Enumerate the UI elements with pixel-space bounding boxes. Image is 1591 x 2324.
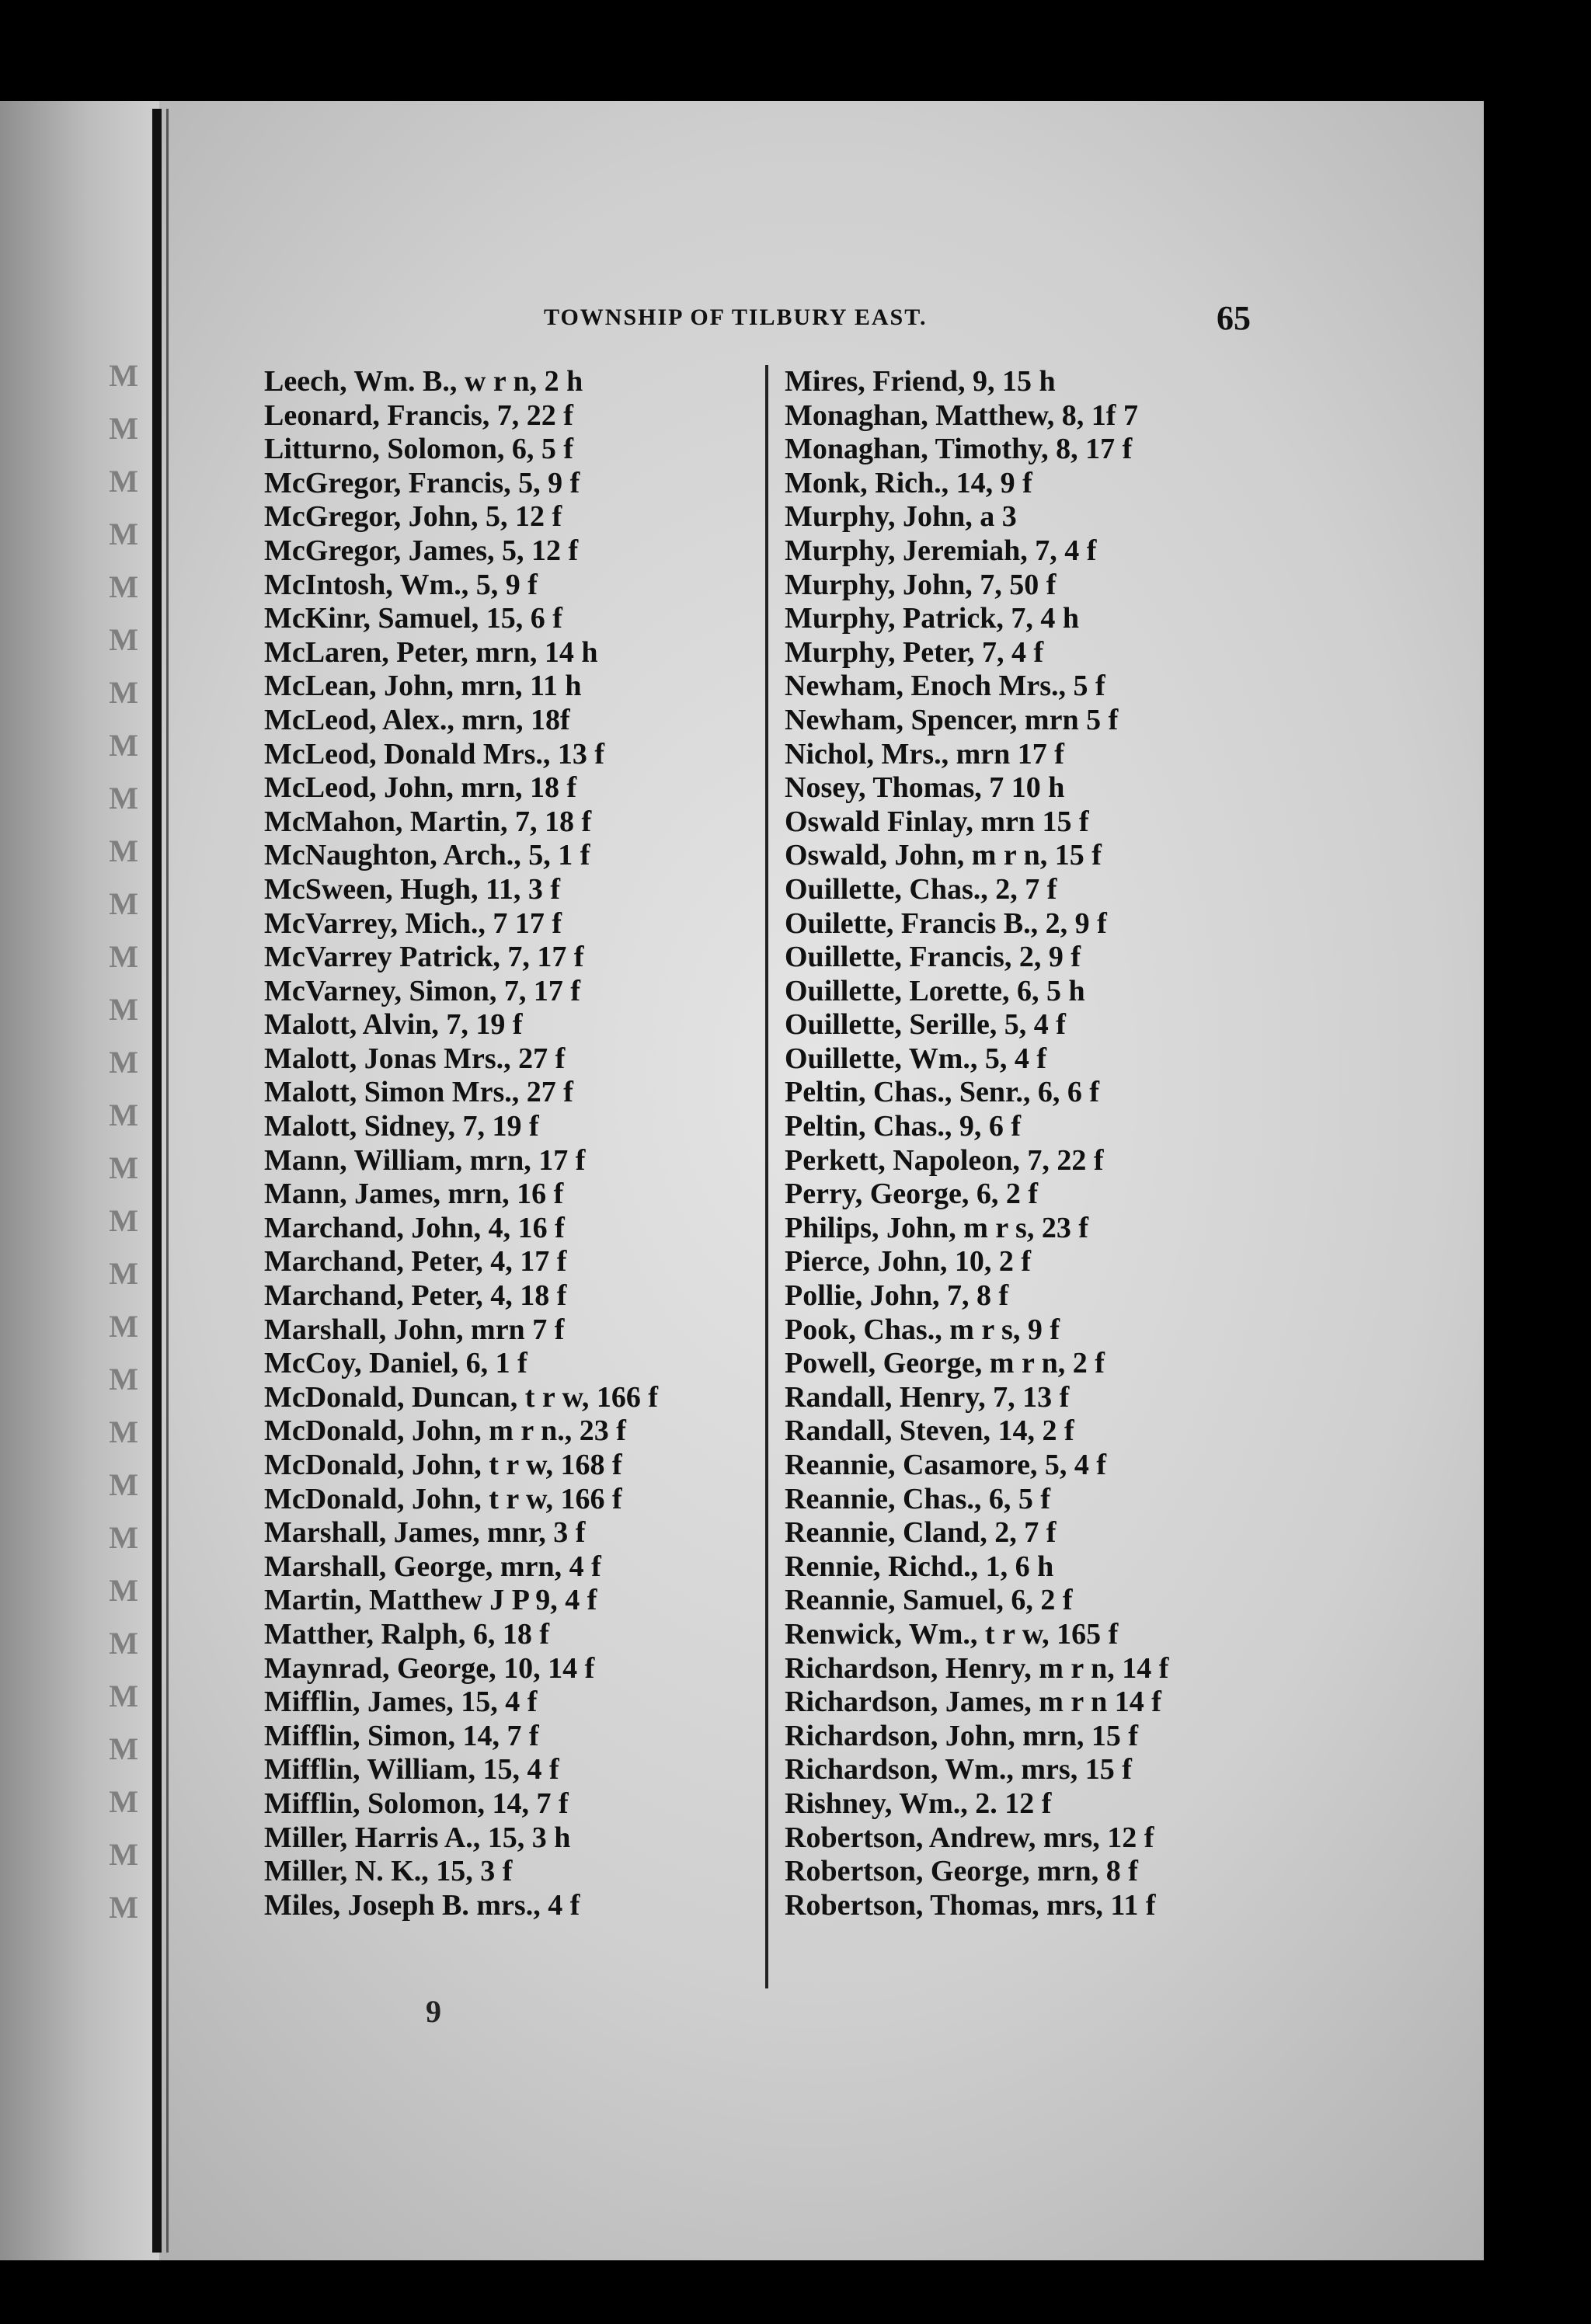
directory-entry: McCoy, Daniel, 6, 1 f [264, 1347, 527, 1380]
directory-entry: McLaren, Peter, mrn, 14 h [264, 635, 598, 669]
directory-entry: McGregor, James, 5, 12 f [264, 534, 579, 567]
directory-entry: Marshall, James, mnr, 3 f [264, 1516, 586, 1550]
bleed-letter: M [109, 939, 138, 974]
bleed-letter: M [109, 411, 138, 446]
directory-entry: Powell, George, m r n, 2 f [785, 1347, 1105, 1380]
directory-entry: Malott, Alvin, 7, 19 f [264, 1008, 523, 1042]
bleed-letter: M [109, 1362, 138, 1397]
directory-entry: McLeod, John, mrn, 18 f [264, 771, 577, 805]
directory-entry: Renwick, Wm., t r w, 165 f [785, 1617, 1119, 1651]
directory-entry: Miles, Joseph B. mrs., 4 f [264, 1888, 580, 1922]
directory-entry: Ouilette, Francis B., 2, 9 f [785, 906, 1107, 940]
directory-entry: Richardson, James, m r n 14 f [785, 1686, 1161, 1719]
directory-entry: Miller, N. K., 15, 3 f [264, 1855, 513, 1888]
directory-entry: Murphy, John, a 3 [785, 500, 1017, 534]
directory-entry: Marchand, John, 4, 16 f [264, 1211, 565, 1244]
directory-entry: McDonald, Duncan, t r w, 166 f [264, 1380, 659, 1414]
directory-entry: McVarrey, Mich., 7 17 f [264, 906, 562, 940]
bleed-letter: M [109, 358, 138, 393]
bleed-letter: M [109, 1626, 138, 1661]
running-head: TOWNSHIP OF TILBURY EAST. [544, 304, 928, 330]
directory-entry: Ouillette, Francis, 2, 9 f [785, 941, 1081, 974]
directory-entry: Malott, Sidney, 7, 19 f [264, 1110, 539, 1143]
directory-entry: Mifflin, William, 15, 4 f [264, 1753, 559, 1786]
directory-entry: Marchand, Peter, 4, 18 f [264, 1279, 567, 1313]
bleed-letter: M [109, 1467, 138, 1502]
directory-entry: Leonard, Francis, 7, 22 f [264, 398, 573, 432]
directory-entry: Ouillette, Serille, 5, 4 f [785, 1008, 1066, 1042]
directory-entry: McDonald, John, m r n., 23 f [264, 1414, 626, 1448]
directory-entry: Mann, James, mrn, 16 f [264, 1178, 564, 1211]
signature-mark: 9 [426, 1994, 441, 2029]
directory-entry: Murphy, Jeremiah, 7, 4 f [785, 534, 1097, 567]
directory-entry: Maynrad, George, 10, 14 f [264, 1651, 595, 1685]
directory-entry: McLeod, Donald Mrs., 13 f [264, 737, 605, 771]
bleed-letter: M [109, 517, 138, 551]
directory-entry: McGregor, Francis, 5, 9 f [264, 466, 580, 499]
directory-column-left [264, 365, 746, 1922]
directory-entry: Ouillette, Lorette, 6, 5 h [785, 974, 1085, 1007]
directory-entry: Mires, Friend, 9, 15 h [785, 365, 1056, 398]
directory-entry: McSween, Hugh, 11, 3 f [264, 872, 561, 906]
directory-entry: Malott, Jonas Mrs., 27 f [264, 1042, 566, 1075]
directory-entry: Murphy, John, 7, 50 f [785, 568, 1057, 601]
directory-entry: Monk, Rich., 14, 9 f [785, 466, 1032, 499]
bleed-letter: M [109, 833, 138, 868]
directory-entry: Reannie, Samuel, 6, 2 f [785, 1584, 1073, 1617]
directory-entry: Robertson, George, mrn, 8 f [785, 1855, 1138, 1888]
bleed-letter: M [109, 1309, 138, 1344]
directory-entry: Reannie, Cland, 2, 7 f [785, 1516, 1057, 1550]
directory-entry: Malott, Simon Mrs., 27 f [264, 1076, 573, 1109]
directory-entry: McDonald, John, t r w, 166 f [264, 1482, 622, 1515]
bleed-letter: M [109, 1573, 138, 1608]
directory-entry: Robertson, Andrew, mrs, 12 f [785, 1821, 1154, 1854]
directory-entry: Litturno, Solomon, 6, 5 f [264, 433, 573, 466]
directory-entry: Murphy, Patrick, 7, 4 h [785, 602, 1079, 635]
directory-entry: Pierce, John, 10, 2 f [785, 1245, 1031, 1279]
directory-entry: McNaughton, Arch., 5, 1 f [264, 839, 590, 872]
facing-page-bleed [0, 357, 148, 1942]
directory-entry: Richardson, Wm., mrs, 15 f [785, 1753, 1132, 1786]
directory-entry: Perry, George, 6, 2 f [785, 1178, 1039, 1211]
directory-entry: Mann, William, mrn, 17 f [264, 1143, 586, 1177]
directory-entry: Pook, Chas., m r s, 9 f [785, 1313, 1060, 1346]
directory-entry: Mifflin, Solomon, 14, 7 f [264, 1786, 569, 1820]
bleed-letter: M [109, 464, 138, 499]
directory-column-right [785, 365, 1313, 1922]
directory-entry: Rishney, Wm., 2. 12 f [785, 1786, 1052, 1820]
directory-entry: Rennie, Richd., 1, 6 h [785, 1550, 1054, 1583]
directory-entry: Mifflin, Simon, 14, 7 f [264, 1719, 539, 1752]
directory-entry: McVarney, Simon, 7, 17 f [264, 974, 581, 1007]
directory-entry: McGregor, John, 5, 12 f [264, 500, 562, 534]
directory-entry: Peltin, Chas., 9, 6 f [785, 1110, 1021, 1143]
bleed-letter: M [109, 1731, 138, 1766]
directory-entry: Richardson, Henry, m r n, 14 f [785, 1651, 1169, 1685]
directory-entry: Leech, Wm. B., w r n, 2 h [264, 365, 583, 398]
directory-entry: Nosey, Thomas, 7 10 h [785, 771, 1065, 805]
directory-entry: Matther, Ralph, 6, 18 f [264, 1617, 549, 1651]
bleed-letter: M [109, 675, 138, 710]
bleed-letter: M [109, 1203, 138, 1238]
page-number: 65 [1217, 299, 1251, 337]
directory-entry: Monaghan, Matthew, 8, 1f 7 [785, 398, 1138, 432]
bleed-letter: M [109, 569, 138, 604]
directory-entry: Mifflin, James, 15, 4 f [264, 1686, 538, 1719]
bleed-letter: M [109, 1890, 138, 1925]
bleed-letter: M [109, 1520, 138, 1555]
page-header [544, 298, 1259, 345]
directory-entry: McDonald, John, t r w, 168 f [264, 1449, 622, 1481]
bleed-letter: M [109, 886, 138, 921]
directory-entry: Oswald, John, m r n, 15 f [785, 839, 1102, 872]
directory-entry: Newham, Enoch Mrs., 5 f [785, 670, 1105, 703]
directory-entry: McLean, John, mrn, 11 h [264, 670, 582, 703]
directory-entry: Miller, Harris A., 15, 3 h [264, 1821, 571, 1854]
bleed-letter: M [109, 1414, 138, 1449]
bleed-letter: M [109, 1256, 138, 1291]
directory-entry: Randall, Steven, 14, 2 f [785, 1414, 1074, 1448]
directory-entry: McKinr, Samuel, 15, 6 f [264, 602, 562, 635]
directory-entry: Martin, Matthew J P 9, 4 f [264, 1584, 597, 1617]
bleed-letter: M [109, 781, 138, 816]
page-gutter [152, 109, 162, 2253]
bleed-letter: M [109, 1837, 138, 1872]
directory-entry: Marshall, John, mrn 7 f [264, 1313, 565, 1346]
directory-entry: McIntosh, Wm., 5, 9 f [264, 568, 538, 601]
directory-entry: Robertson, Thomas, mrs, 11 f [785, 1888, 1156, 1922]
directory-entry: Monaghan, Timothy, 8, 17 f [785, 433, 1133, 466]
directory-entry: Marshall, George, mrn, 4 f [264, 1550, 601, 1583]
directory-entry: Randall, Henry, 7, 13 f [785, 1380, 1070, 1414]
directory-entry: Ouillette, Wm., 5, 4 f [785, 1042, 1047, 1075]
directory-entry: Peltin, Chas., Senr., 6, 6 f [785, 1076, 1100, 1109]
bleed-letter: M [109, 622, 138, 657]
bleed-letter: M [109, 992, 138, 1027]
directory-entry: Perkett, Napoleon, 7, 22 f [785, 1143, 1104, 1177]
directory-entry: Murphy, Peter, 7, 4 f [785, 635, 1044, 669]
directory-entry: Pollie, John, 7, 8 f [785, 1279, 1009, 1313]
bleed-letter: M [109, 1045, 138, 1080]
page-gutter-shadow [166, 109, 169, 2253]
bleed-letter: M [109, 1784, 138, 1819]
directory-entry: McMahon, Martin, 7, 18 f [264, 805, 592, 838]
column-divider [765, 365, 768, 1988]
directory-entry: Philips, John, m r s, 23 f [785, 1211, 1088, 1244]
directory-entry: Marchand, Peter, 4, 17 f [264, 1245, 567, 1279]
bleed-letter: M [109, 1679, 138, 1713]
directory-entry: Reannie, Chas., 6, 5 f [785, 1482, 1051, 1515]
directory-entry: McVarrey Patrick, 7, 17 f [264, 941, 584, 974]
directory-entry: Ouillette, Chas., 2, 7 f [785, 872, 1057, 906]
directory-entry: McLeod, Alex., mrn, 18f [264, 703, 570, 736]
bleed-letter: M [109, 1098, 138, 1132]
bleed-letter: M [109, 1150, 138, 1185]
directory-entry: Newham, Spencer, mrn 5 f [785, 703, 1119, 736]
directory-entry: Nichol, Mrs., mrn 17 f [785, 737, 1064, 771]
directory-entry: Richardson, John, mrn, 15 f [785, 1719, 1138, 1752]
bleed-letter: M [109, 728, 138, 763]
directory-entry: Reannie, Casamore, 5, 4 f [785, 1449, 1107, 1481]
directory-entry: Oswald Finlay, mrn 15 f [785, 805, 1089, 838]
